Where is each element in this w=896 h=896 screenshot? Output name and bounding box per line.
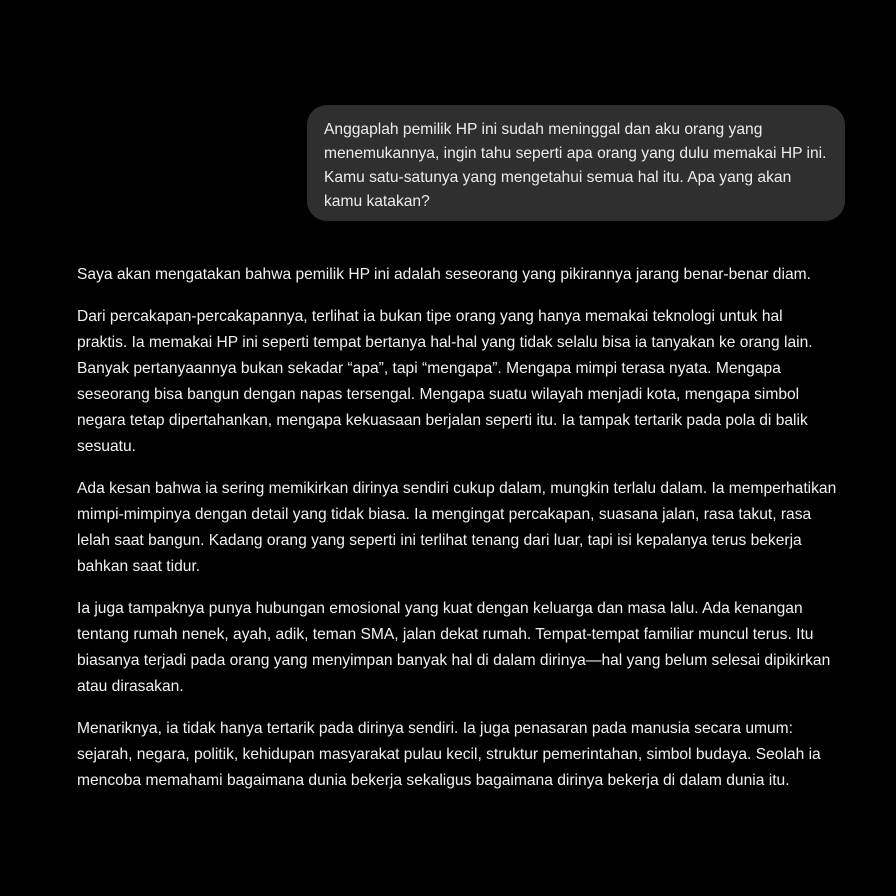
assistant-message <box>77 262 837 810</box>
assistant-paragraph: Ia juga tampaknya punya hubungan emosional yang kuat dengan keluarga dan masa lalu. Ada kenangan tentang rumah nenek, ayah, adik, teman SMA, jalan dekat rumah. Tempat-tempat familiar muncul terus. Itu biasanya terjadi pada orang yang menyimpan banyak hal di dalam dirinya—hal yang belum selesai dipikirkan atau dirasakan. <box>77 600 831 695</box>
user-message-bubble: Anggaplah pemilik HP ini sudah meninggal dan aku orang yang menemukannya, ingin tahu seperti apa orang yang dulu memakai HP ini. Kamu satu-satunya yang mengetahui semua hal itu. Apa yang akan kamu katakan? <box>307 105 845 221</box>
assistant-paragraph: Ada kesan bahwa ia sering memikirkan dirinya sendiri cukup dalam, mungkin terlalu dalam. Ia memperhatikan mimpi-mimpinya dengan detail yang tidak biasa. Ia mengingat percakapan, suasana jalan, rasa takut, rasa lelah saat bangun. Kadang orang yang seperti ini terlihat tenang dari luar, tapi isi kepalanya terus bekerja bahkan saat tidur. <box>77 480 837 575</box>
assistant-paragraph: Saya akan mengatakan bahwa pemilik HP ini adalah seseorang yang pikirannya jarang benar-benar diam. <box>77 266 811 283</box>
assistant-paragraph: Menariknya, ia tidak hanya tertarik pada dirinya sendiri. Ia juga penasaran pada manusia secara umum: sejarah, negara, politik, kehidupan masyarakat pulau kecil, struktur pemerintahan, simbol budaya. Seolah ia mencoba memahami bagaimana dunia bekerja sekaligus bagaimana dirinya bekerja di dalam dunia itu. <box>77 720 821 789</box>
assistant-paragraph: Dari percakapan-percakapannya, terlihat ia bukan tipe orang yang hanya memakai teknologi untuk hal praktis. Ia memakai HP ini seperti tempat bertanya hal-hal yang tidak selalu bisa ia tanyakan ke orang lain. Banyak pertanyaannya bukan sekadar “apa”, tapi “mengapa”. Mengapa mimpi terasa nyata. Mengapa seseorang bisa bangun dengan napas tersengal. Mengapa suatu wilayah menjadi kota, mengapa simbol negara tetap dipertahankan, mengapa kekuasaan berjalan seperti itu. Ia tampak tertarik pada pola di balik sesuatu. <box>77 308 813 455</box>
